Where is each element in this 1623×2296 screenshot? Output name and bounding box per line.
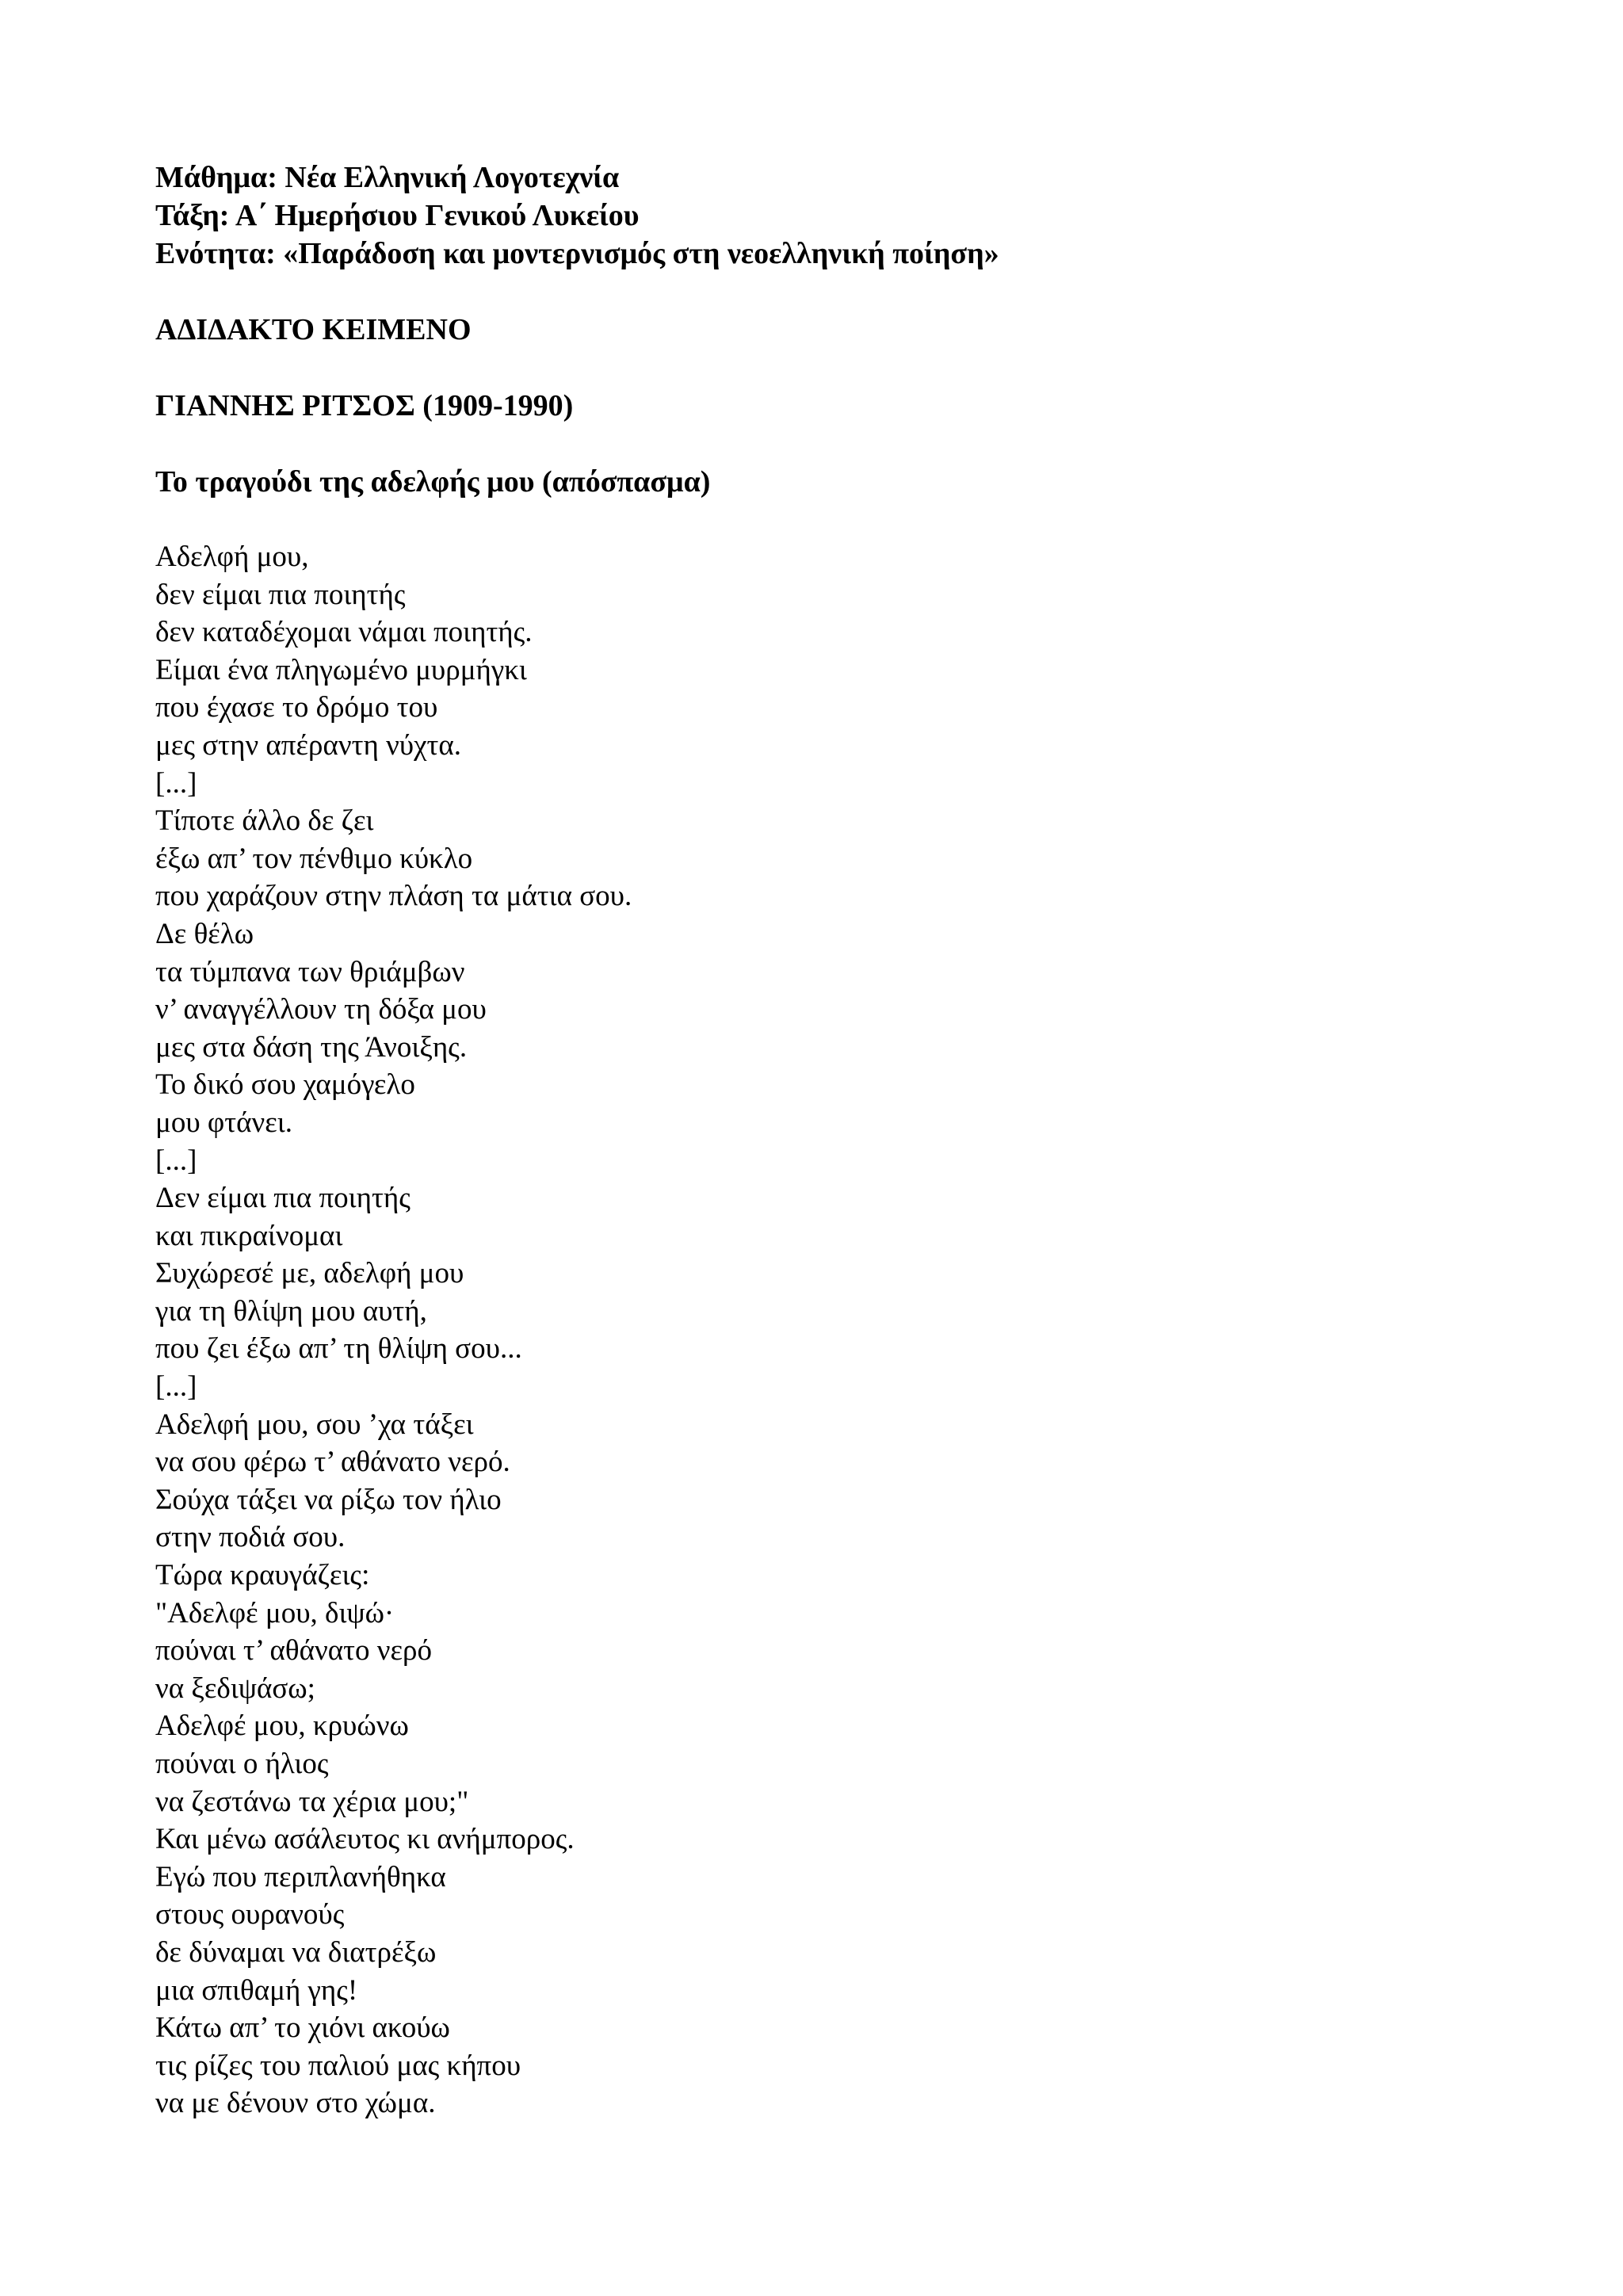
poem-line: που χαράζουν στην πλάση τα μάτια σου. <box>155 880 632 913</box>
poem-line: ν’ αναγγέλλουν τη δόξα μου <box>155 993 487 1026</box>
document-page <box>155 159 1471 2122</box>
poem-line: που έχασε το δρόμο του <box>155 691 438 724</box>
poem-line: να σου φέρω τ’ αθάνατο νερό. <box>155 1446 510 1479</box>
poem-line: τις ρίζες του παλιού μας κήπου <box>155 2049 521 2082</box>
poem-line: στην ποδιά σου. <box>155 1521 346 1554</box>
author-name: ΓΙΑΝΝΗΣ ΡΙΤΣΟΣ (1909-1990) <box>155 389 574 422</box>
unseen-text-label: ΑΔΙΔΑΚΤΟ ΚΕΙΜΕΝΟ <box>155 313 472 346</box>
class-line: Τάξη: Α΄ Ημερήσιου Γενικού Λυκείου <box>155 199 640 232</box>
poem-line: μια σπιθαμή γης! <box>155 1973 358 2007</box>
poem-line: έξω απ’ τον πένθιμο κύκλο <box>155 842 473 875</box>
subject-line: Μάθημα: Νέα Ελληνική Λογοτεχνία <box>155 161 620 194</box>
poem-line: που ζει έξω απ’ τη θλίψη σου... <box>155 1332 522 1366</box>
poem-line: μες στην απέραντη νύχτα. <box>155 728 462 762</box>
poem-title: Το τραγούδι της αδελφής μου (απόσπασμα) <box>155 465 711 499</box>
poem-line: πούναι ο ήλιος <box>155 1748 329 1780</box>
poem-line: "Αδελφέ μου, διψώ· <box>155 1596 395 1629</box>
poem-line: Αδελφή μου, σου ’χα τάξει <box>155 1408 474 1441</box>
poem-line: δε δύναμαι να διατρέξω <box>155 1935 437 1969</box>
poem-line: δεν είμαι πια ποιητής <box>155 578 406 611</box>
poem-line: Αδελφέ μου, κρυώνω <box>155 1710 409 1743</box>
poem-line: Εγώ που περιπλανήθηκα <box>155 1860 446 1893</box>
poem-line: στους ουρανούς <box>155 1898 345 1931</box>
poem-line: Το δικό σου χαμόγελο <box>155 1068 415 1102</box>
poem-line: και πικραίνομαι <box>155 1219 343 1252</box>
poem-line: για τη θλίψη μου αυτή, <box>155 1294 427 1328</box>
poem-body <box>155 538 1471 2122</box>
poem-line: Σούχα τάξει να ρίξω τον ήλιο <box>155 1483 502 1516</box>
poem-line: μες στα δάση της Άνοιξης. <box>155 1030 468 1064</box>
poem-line: [...] <box>155 1370 197 1404</box>
poem-line: Συχώρεσέ με, αδελφή μου <box>155 1257 464 1290</box>
poem-line: δεν καταδέχομαι νάμαι ποιητής. <box>155 616 533 649</box>
poem-line: να ζεστάνω τα χέρια μου;" <box>155 1785 469 1818</box>
poem-line: Αδελφή μου, <box>155 541 309 573</box>
poem-line: να ξεδιψάσω; <box>155 1671 315 1705</box>
poem-line: τα τύμπανα των θριάμβων <box>155 955 465 988</box>
poem-line: Τώρα κραυγάζεις: <box>155 1559 370 1592</box>
poem-line: Δεν είμαι πια ποιητής <box>155 1182 411 1215</box>
poem-line: πούναι τ’ αθάνατο νερό <box>155 1634 432 1668</box>
poem-line: μου φτάνει. <box>155 1106 292 1139</box>
poem-line: Δε θέλω <box>155 917 254 950</box>
poem-line: Τίποτε άλλο δε ζει <box>155 804 374 838</box>
poem-line: [...] <box>155 766 197 800</box>
poem-line: Είμαι ένα πληγωμένο μυρμήγκι <box>155 653 527 686</box>
poem-line: [...] <box>155 1144 197 1177</box>
unit-line: Ενότητα: «Παράδοση και μοντερνισμός στη νεοελληνική ποίηση» <box>155 237 999 270</box>
poem-line: Και μένω ασάλευτος κι ανήμπορος. <box>155 1823 575 1856</box>
poem-line: Κάτω απ’ το χιόνι ακούω <box>155 2011 450 2045</box>
poem-line: να με δένουν στο χώμα. <box>155 2087 436 2120</box>
